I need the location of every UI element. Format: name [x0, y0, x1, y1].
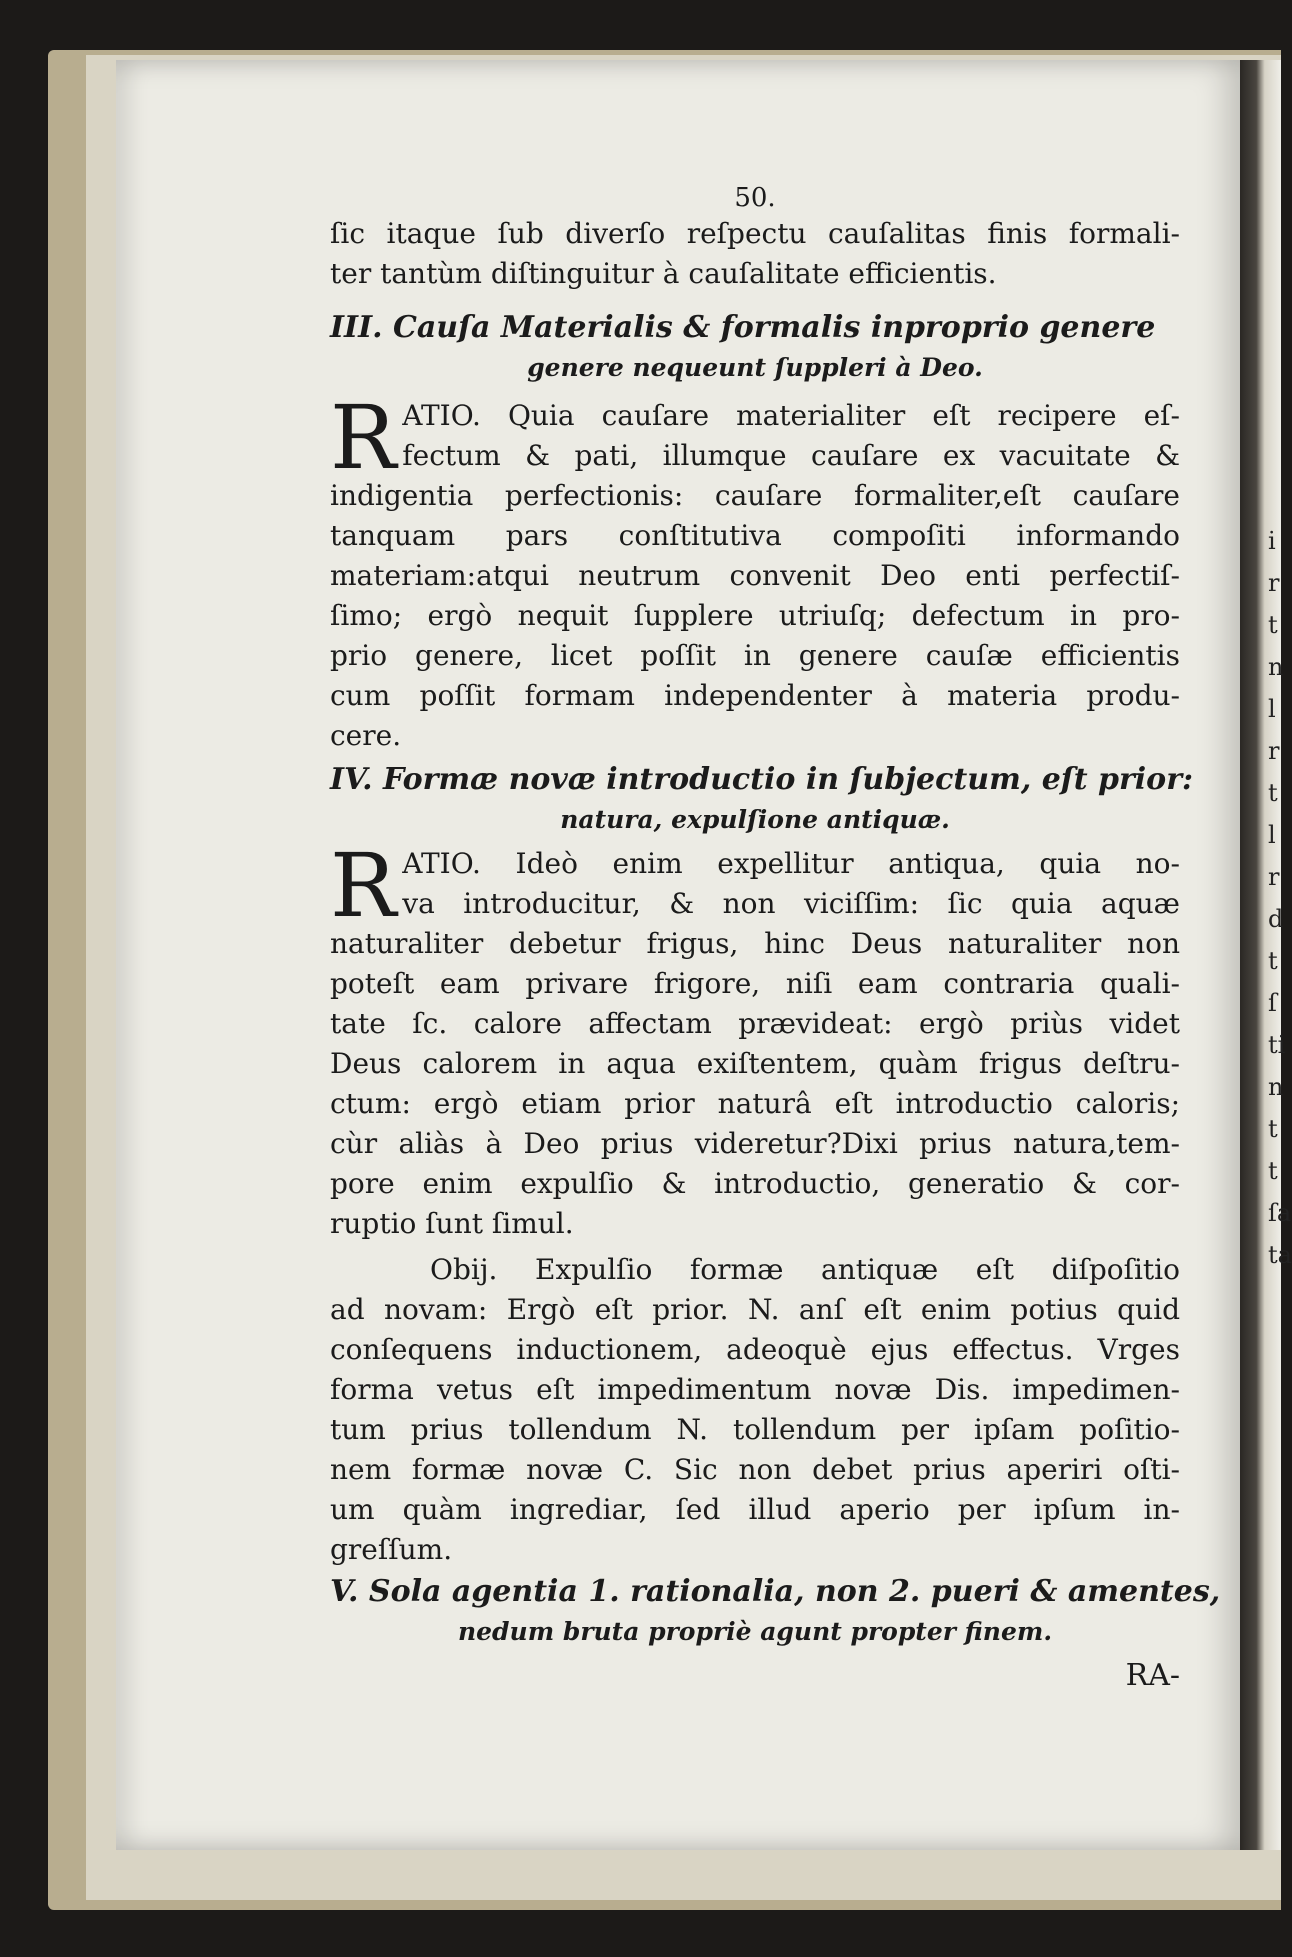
section-subheading-3: genere nequeunt ſuppleri à Deo.: [527, 353, 983, 382]
text-line: cere.: [330, 719, 402, 752]
text-line: indigentia perfectionis: cauſare formaliter,eſt cauſare: [330, 479, 1180, 512]
text-line: fectum & pati, illumque cauſare ex vacuitate &: [402, 439, 1180, 472]
facing-page-fragment: t: [1268, 611, 1278, 639]
text-line: tate ſc. calore affectam prævideat: ergò priùs videt: [330, 1007, 1180, 1040]
text-line: pore enim expulſio & introductio, generatio & cor-: [330, 1167, 1180, 1200]
section-heading-3: III. Cauſa Materialis & formalis inproprio genere: [330, 310, 1156, 345]
text-line: forma vetus eſt impedimentum novæ Dis. impedimen-: [330, 1373, 1180, 1406]
text-line: poteſt eam privare frigore, niſi eam contraria quali-: [330, 967, 1180, 1000]
drop-cap: R: [330, 834, 397, 937]
text-line: cùr aliàs à Deo prius videretur?Dixi prius natura,tem-: [330, 1127, 1180, 1160]
text-line: materiam:atqui neutrum convenit Deo enti perfectiſ-: [330, 559, 1180, 592]
facing-page-fragment: n: [1268, 1073, 1284, 1101]
text-line: ter tantùm diſtinguitur à cauſalitate efficientis.: [330, 257, 997, 290]
text-line: ſic itaque ſub diverſo reſpectu cauſalitas finis formali-: [330, 217, 1180, 250]
text-line: naturaliter debetur frigus, hinc Deus naturaliter non: [330, 927, 1180, 960]
text-line: ſimo; ergò nequit ſupplere utriuſq; defectum in pro-: [330, 599, 1180, 632]
drop-cap: R: [330, 386, 397, 489]
text-line: ATIO. Quia cauſare materialiter eſt recipere eſ-: [402, 399, 1180, 432]
text-line: nem formæ novæ C. Sic non debet prius aperiri oſti-: [330, 1453, 1180, 1486]
page-number: 50.: [734, 183, 776, 213]
text-line: tum prius tollendum N. tollendum per ipſam poſitio-: [330, 1413, 1180, 1446]
facing-page-fragment: t: [1268, 947, 1278, 975]
section-heading-4: IV. Formæ novæ introductio in ſubjectum, eſt prior:: [330, 762, 1194, 797]
facing-page-fragment: t: [1268, 1115, 1278, 1143]
objection-paragraph: [330, 1250, 1180, 1570]
paragraph-3: [330, 386, 1180, 756]
text-line: prio genere, licet poſſit in genere cauſæ efficientis: [330, 639, 1180, 672]
section-subheading-5: nedum bruta propriè agunt propter finem.: [457, 1617, 1053, 1646]
facing-page-fragment: l: [1268, 821, 1276, 849]
text-line: cum poſſit formam independenter à materia produ-: [330, 679, 1180, 712]
text-line: va introducitur, & non viciſſim: ſic quia aquæ: [402, 887, 1180, 920]
facing-page-fragment: ſ: [1268, 989, 1277, 1017]
text-line: ATIO. Ideò enim expellitur antiqua, quia no-: [402, 847, 1180, 880]
section-heading-5: V. Sola agentia 1. rationalia, non 2. pueri & amentes,: [330, 1574, 1221, 1609]
text-line: tanquam pars conſtitutiva compoſiti informando: [330, 519, 1180, 552]
facing-page-fragment: d: [1268, 905, 1284, 933]
facing-page-edge: [1268, 520, 1292, 1760]
text-line: um quàm ingrediar, ſed illud aperio per ipſum in-: [330, 1493, 1180, 1526]
text-line: ctum: ergò etiam prior naturâ eſt introductio caloris;: [330, 1087, 1180, 1120]
facing-page-fragment: ſa: [1268, 1199, 1292, 1227]
facing-page-fragment: n: [1268, 653, 1284, 681]
text-line: ruptio ſunt ſimul.: [330, 1207, 574, 1240]
text-line: Deus calorem in aqua exiſtentem, quàm frigus deſtru-: [330, 1047, 1180, 1080]
text-line: greſſum.: [330, 1533, 453, 1566]
section-subheading-4: natura, expulſione antiquæ.: [560, 805, 950, 834]
facing-page-fragment: l: [1268, 695, 1276, 723]
facing-page-fragment: t: [1268, 1157, 1278, 1185]
facing-page-fragment: t: [1268, 779, 1278, 807]
catchword: RA-: [1125, 1658, 1180, 1693]
paragraph-4: [330, 834, 1180, 1244]
text-line: Obij. Expulſio formæ antiquæ eſt diſpoſitio: [430, 1253, 1180, 1286]
facing-page-fragment: r: [1268, 863, 1280, 891]
facing-page-fragment: ta: [1268, 1241, 1292, 1269]
text-line: ad novam: Ergò eſt prior. N. anſ eſt enim potius quid: [330, 1293, 1180, 1326]
facing-page-fragment: r: [1268, 569, 1280, 597]
facing-page-fragment: r: [1268, 737, 1280, 765]
text-line: conſequens inductionem, adeoquè ejus effectus. Vrges: [330, 1333, 1180, 1366]
page-text: [330, 178, 1221, 1696]
facing-page-fragment: i: [1268, 527, 1276, 555]
facing-page-fragment: ti: [1268, 1031, 1286, 1059]
